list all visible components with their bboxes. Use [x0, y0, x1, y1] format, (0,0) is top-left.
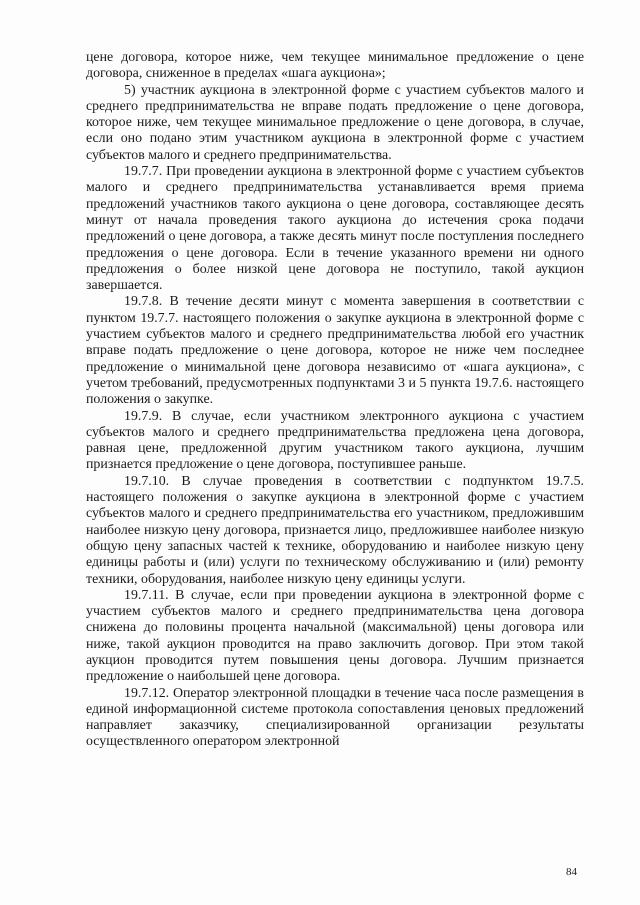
paragraph-item-5: 5) участник аукциона в электронной форме с участием субъектов малого и среднего предпринимательства не вправе подать предложение о цене договора, которое ниже, чем текущее минимальное предложение о цене договора, в случае, если оно подано этим участником аукциона в электронной форме с участием субъектов малого и среднего предпринимательства. [86, 82, 584, 163]
page-number: 84 [566, 866, 577, 878]
paragraph-19-7-9: 19.7.9. В случае, если участником электронного аукциона с участием субъектов малого и среднего предпринимательства предложена цена договора, равная цене, предложенной другим участником такого аукциона, лучшим признается предложение о цене договора, поступившее раньше. [86, 408, 584, 473]
document-body [86, 50, 584, 751]
paragraph-19-7-12: 19.7.12. Оператор электронной площадки в течение часа после размещения в единой информационной системе протокола сопоставления ценовых предложений направляет заказчику, специализированной организации результаты осуществленного оператором электронной [86, 685, 584, 750]
paragraph-19-7-10: 19.7.10. В случае проведения в соответствии с подпунктом 19.7.5. настоящего положения о закупке аукциона в электронной форме с участием субъектов малого и среднего предпринимательства его участником, предложившим наиболее низкую цену договора, признается лицо, предложившее наиболее низкую общую цену запасных частей к технике, оборудованию и наиболее низкую цену единицы работы и (или) услуги по техническому обслуживанию и (или) ремонту техники, оборудования, наиболее низкую цену единицы услуги. [86, 473, 584, 587]
paragraph-19-7-8: 19.7.8. В течение десяти минут с момента завершения в соответствии с пунктом 19.7.7. настоящего положения о закупке аукциона в электронной форме с участием субъектов малого и среднего предпринимательства любой его участник вправе подать предложение о цене договора, которое не ниже чем последнее предложение о минимальной цене договора независимо от «шага аукциона», с учетом требований, предусмотренных подпунктами 3 и 5 пункта 19.7.6. настоящего положения о закупке. [86, 294, 584, 408]
paragraph-continuation: цене договора, которое ниже, чем текущее минимальное предложение о цене договора, сниженное в пределах «шага аукциона»; [86, 50, 584, 82]
paragraph-19-7-11: 19.7.11. В случае, если при проведении аукциона в электронной форме с участием субъектов малого и среднего предпринимательства цена договора снижена до половины процента начальной (максимальной) цены договора или ниже, такой аукцион проводится на право заключить договор. При этом такой аукцион проводится путем повышения цены договора. Лучшим признается предложение о наибольшей цене договора. [86, 587, 584, 685]
paragraph-19-7-7: 19.7.7. При проведении аукциона в электронной форме с участием субъектов малого и среднего предпринимательства устанавливается время приема предложений участников такого аукциона о цене договора, составляющее десять минут от начала проведения такого аукциона до истечения срока подачи предложений о цене договора, а также десять минут после поступления последнего предложения о цене договора. Если в течение указанного времени ни одного предложения о более низкой цене договора не поступило, такой аукцион завершается. [86, 164, 584, 294]
